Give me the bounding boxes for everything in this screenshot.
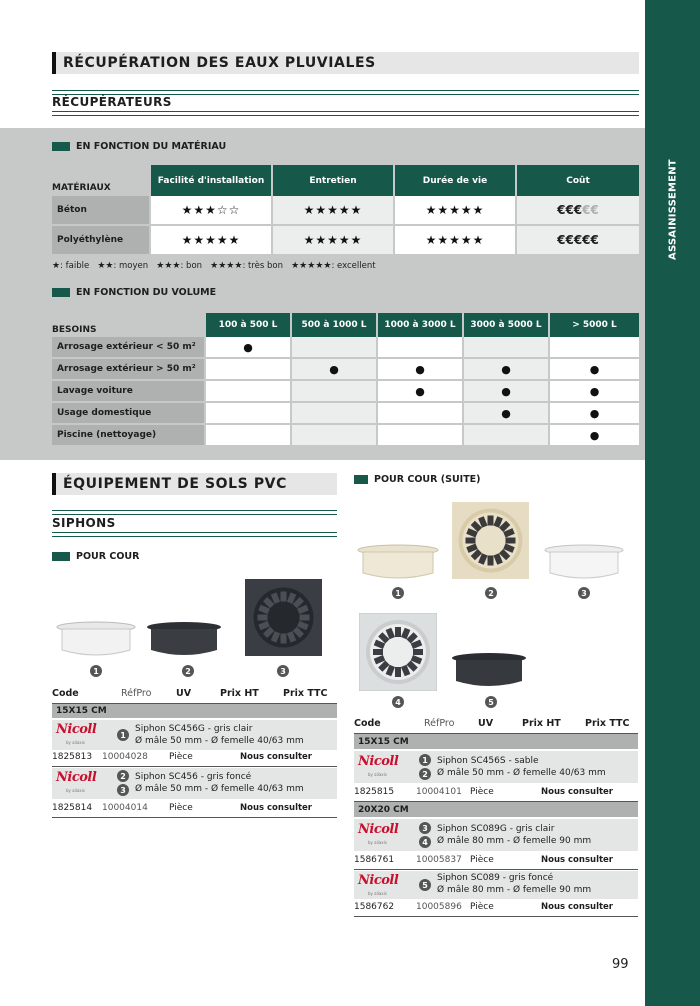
- grate-slot: [413, 649, 423, 655]
- rule: [52, 510, 337, 515]
- col-uv: UV: [176, 688, 192, 699]
- badge: 2: [485, 587, 497, 599]
- desc-line: Siphon SC089G - gris clair: [437, 824, 555, 834]
- label-pour-cour-suite-text: POUR COUR (SUITE): [374, 474, 481, 485]
- rule: [52, 111, 639, 116]
- badge: 5: [485, 696, 497, 708]
- product-ref: 10004014: [102, 803, 148, 813]
- mark: ●: [463, 359, 549, 379]
- divider: [52, 817, 337, 818]
- green-square-icon: [52, 552, 70, 561]
- product-price: Nous consulter: [541, 902, 613, 912]
- col-ttc: Prix TTC: [283, 688, 328, 699]
- desc-line: Ø mâle 50 mm - Ø femelle 40/63 mm: [135, 736, 304, 746]
- grate-slot: [373, 649, 383, 655]
- cost: [516, 226, 639, 254]
- row-name: Arrosage extérieur < 50 m²: [52, 337, 205, 357]
- badge: 1: [117, 729, 129, 741]
- badge: 2: [419, 768, 431, 780]
- col-cout: Coût: [516, 165, 639, 196]
- col-vol: 500 à 1000 L: [291, 313, 377, 337]
- product-price: Nous consulter: [541, 855, 613, 865]
- cost: [516, 196, 639, 224]
- label-volume-text: EN FONCTION DU VOLUME: [76, 287, 217, 298]
- badge: 2: [182, 665, 194, 677]
- product-code: 1825814: [52, 803, 93, 813]
- mark: ●: [549, 403, 639, 423]
- legend-text: : excellent: [331, 261, 376, 271]
- desc-line: Ø mâle 80 mm - Ø femelle 90 mm: [437, 836, 592, 846]
- product-code: 1825815: [354, 787, 395, 797]
- green-square-icon: [354, 475, 368, 484]
- desc-line: Siphon SC456G - gris clair: [135, 724, 253, 734]
- col-vol: 3000 à 5000 L: [463, 313, 549, 337]
- stars: ★★★★★: [394, 226, 516, 254]
- desc-line: Ø mâle 50 mm - Ø femelle 40/63 mm: [437, 768, 606, 778]
- grate-slot: [258, 615, 268, 621]
- badge: 3: [277, 665, 289, 677]
- mark: [205, 403, 291, 423]
- product-desc: [437, 872, 591, 896]
- product-code: 1586761: [354, 855, 395, 865]
- cost-off: €€: [582, 203, 599, 217]
- product-code-line: [354, 902, 638, 916]
- mark: [291, 403, 377, 423]
- col-code: Code: [354, 718, 381, 729]
- product-ref: 10004101: [416, 787, 462, 797]
- col-ref: RéfPro: [121, 688, 152, 699]
- col-ht: Prix HT: [522, 718, 561, 729]
- col-entretien: Entretien: [272, 165, 394, 196]
- product-ref: 10004028: [102, 752, 148, 762]
- col-vol: 1000 à 3000 L: [377, 313, 463, 337]
- mark: ●: [549, 381, 639, 401]
- grate-slot: [395, 627, 401, 637]
- product-desc: [437, 755, 606, 779]
- product-ref: 10005896: [416, 902, 462, 912]
- legend-text: : très bon: [242, 261, 283, 271]
- product-uv: Pièce: [470, 787, 494, 797]
- stars: ★★★★★: [394, 196, 516, 224]
- nicoll-logo: Nicoll: [56, 722, 97, 737]
- badge: 3: [117, 784, 129, 796]
- badge: 4: [392, 696, 404, 708]
- legend-text: : bon: [180, 261, 203, 271]
- product-code-line: [52, 803, 337, 817]
- grate-slot: [466, 538, 476, 544]
- product-price: Nous consulter: [240, 752, 312, 762]
- table-row: [52, 196, 639, 224]
- table-row: [52, 425, 639, 445]
- grate-dark-image: [245, 579, 322, 656]
- table-row: [52, 359, 639, 379]
- col-ttc: Prix TTC: [585, 718, 630, 729]
- legend-stars: ★★★: [156, 261, 181, 271]
- siphon-white-image: [543, 543, 625, 583]
- mark: [377, 403, 463, 423]
- grate-slot: [488, 556, 494, 566]
- mark: ●: [377, 381, 463, 401]
- product-price: Nous consulter: [240, 803, 312, 813]
- col-facilite: Facilité d'installation: [150, 165, 272, 196]
- col-duree: Durée de vie: [394, 165, 516, 196]
- cost-on: €€€: [557, 203, 583, 217]
- divider: [354, 916, 638, 917]
- grate-slot: [281, 634, 287, 644]
- grate-slot: [395, 667, 401, 677]
- mark: [291, 425, 377, 445]
- row-beton: Béton: [52, 196, 150, 224]
- siphon-sable-image: [356, 543, 440, 583]
- mark: ●: [291, 359, 377, 379]
- badge: 4: [419, 836, 431, 848]
- label-materiau-text: EN FONCTION DU MATÉRIAU: [76, 141, 227, 152]
- mark: ●: [377, 359, 463, 379]
- legend-stars: ★★★★★: [291, 261, 332, 271]
- mark: ●: [463, 403, 549, 423]
- nicoll-logo-sub: by aliaxis: [368, 891, 387, 896]
- legend-stars: ★: [52, 261, 61, 271]
- label-pour-cour-text: POUR COUR: [76, 551, 140, 562]
- grate-slot: [506, 538, 516, 544]
- mark: [291, 337, 377, 357]
- desc-line: Ø mâle 50 mm - Ø femelle 40/63 mm: [135, 784, 304, 794]
- legend-text: : faible: [60, 261, 90, 271]
- product-uv: Pièce: [169, 752, 193, 762]
- stars: ★★★★★: [150, 226, 272, 254]
- product-code-line: [354, 855, 638, 869]
- grate-sable-image: [452, 502, 529, 579]
- mark: ●: [463, 381, 549, 401]
- legend-stars: ★★★★: [210, 261, 243, 271]
- col-ref: RéfPro: [424, 718, 455, 729]
- badge: 5: [419, 879, 431, 891]
- row-name: Usage domestique: [52, 403, 205, 423]
- product-desc: [135, 723, 304, 747]
- section-title-equipement: ÉQUIPEMENT DE SOLS PVC: [52, 473, 337, 495]
- col-code: Code: [52, 688, 79, 699]
- badge: 1: [90, 665, 102, 677]
- section-title-recuperation: RÉCUPÉRATION DES EAUX PLUVIALES: [52, 52, 639, 74]
- product-code: 1586762: [354, 902, 395, 912]
- grate-slot: [300, 615, 310, 621]
- desc-line: Siphon SC456S - sable: [437, 756, 539, 766]
- badge: 1: [392, 587, 404, 599]
- mark: [205, 425, 291, 445]
- label-volume: [52, 287, 216, 298]
- desc-line: Siphon SC456 - gris foncé: [135, 772, 252, 782]
- mark: [291, 381, 377, 401]
- row-name: Arrosage extérieur > 50 m²: [52, 359, 205, 379]
- nicoll-logo-sub: by aliaxis: [66, 788, 85, 793]
- divider: [354, 869, 638, 870]
- badge: 2: [117, 770, 129, 782]
- mark: [463, 337, 549, 357]
- product-code: 1825813: [52, 752, 93, 762]
- table-row: [52, 337, 639, 357]
- label-pour-cour-suite: [354, 474, 481, 485]
- mark: ●: [549, 359, 639, 379]
- mark: ●: [205, 337, 291, 357]
- cost-on: €€€€€: [557, 233, 599, 247]
- mark: [549, 337, 639, 357]
- col-vol: > 5000 L: [549, 313, 639, 337]
- row-name: Piscine (nettoyage): [52, 425, 205, 445]
- rule: [52, 532, 337, 537]
- nicoll-logo-sub: by aliaxis: [368, 772, 387, 777]
- subsection-siphons: SIPHONS: [52, 516, 116, 530]
- table-row: [52, 226, 639, 254]
- green-square-icon: [52, 142, 70, 151]
- page-number: 99: [612, 957, 629, 972]
- product-uv: Pièce: [470, 855, 494, 865]
- mark: ●: [549, 425, 639, 445]
- divider: [52, 766, 337, 767]
- star-legend: [52, 261, 376, 271]
- row-header-materiaux: MATÉRIAUX: [52, 183, 111, 193]
- desc-line: Ø mâle 80 mm - Ø femelle 90 mm: [437, 885, 592, 895]
- mark: [377, 337, 463, 357]
- materiau-table: [52, 165, 639, 254]
- desc-line: Siphon SC089 - gris foncé: [437, 873, 554, 883]
- green-square-icon: [52, 288, 70, 297]
- volume-table: [52, 313, 639, 445]
- stars: ★★★★★: [272, 196, 394, 224]
- mark: [377, 425, 463, 445]
- col-uv: UV: [478, 718, 494, 729]
- row-name: Lavage voiture: [52, 381, 205, 401]
- badge: 3: [578, 587, 590, 599]
- stars: ★★★★★: [272, 226, 394, 254]
- subsection-recuperateurs: RÉCUPÉRATEURS: [52, 95, 172, 109]
- col-vol: 100 à 500 L: [205, 313, 291, 337]
- product-uv: Pièce: [169, 803, 193, 813]
- product-code-line: [52, 752, 337, 766]
- mark: [205, 359, 291, 379]
- label-materiau: [52, 141, 226, 152]
- nicoll-logo: Nicoll: [358, 822, 399, 837]
- table-row: [52, 403, 639, 423]
- product-desc: [135, 771, 304, 795]
- badge: 3: [419, 822, 431, 834]
- siphon-dark-gray-image: [145, 620, 223, 662]
- grate-slot: [281, 592, 287, 602]
- badge: 1: [419, 754, 431, 766]
- side-title: ASSAINISSEMENT: [667, 159, 679, 261]
- size-15x15: 15X15 CM: [354, 733, 638, 749]
- mark: [205, 381, 291, 401]
- legend-text: : moyen: [113, 261, 149, 271]
- row-header-besoins: BESOINS: [52, 325, 97, 335]
- grate-slot: [488, 516, 494, 526]
- product-price: Nous consulter: [541, 787, 613, 797]
- nicoll-logo-sub: by aliaxis: [368, 840, 387, 845]
- product-uv: Pièce: [470, 902, 494, 912]
- product-ref: 10005837: [416, 855, 462, 865]
- grate-light-image: [359, 613, 437, 691]
- siphon-dark-large-image: [450, 652, 528, 692]
- nicoll-logo-sub: by aliaxis: [66, 740, 85, 745]
- legend-stars: ★★: [97, 261, 114, 271]
- size-20x20: 20X20 CM: [354, 801, 638, 817]
- col-ht: Prix HT: [220, 688, 259, 699]
- label-pour-cour: [52, 551, 139, 562]
- nicoll-logo: Nicoll: [358, 754, 399, 769]
- product-code-line: [354, 787, 638, 801]
- siphon-light-gray-image: [55, 620, 137, 662]
- nicoll-logo: Nicoll: [358, 873, 399, 888]
- table-row: [52, 381, 639, 401]
- product-desc: [437, 823, 591, 847]
- size-15x15: 15X15 CM: [52, 703, 337, 718]
- row-polyethylene: Polyéthylène: [52, 226, 150, 254]
- nicoll-logo: Nicoll: [56, 770, 97, 785]
- mark: [463, 425, 549, 445]
- stars: ★★★☆☆: [150, 196, 272, 224]
